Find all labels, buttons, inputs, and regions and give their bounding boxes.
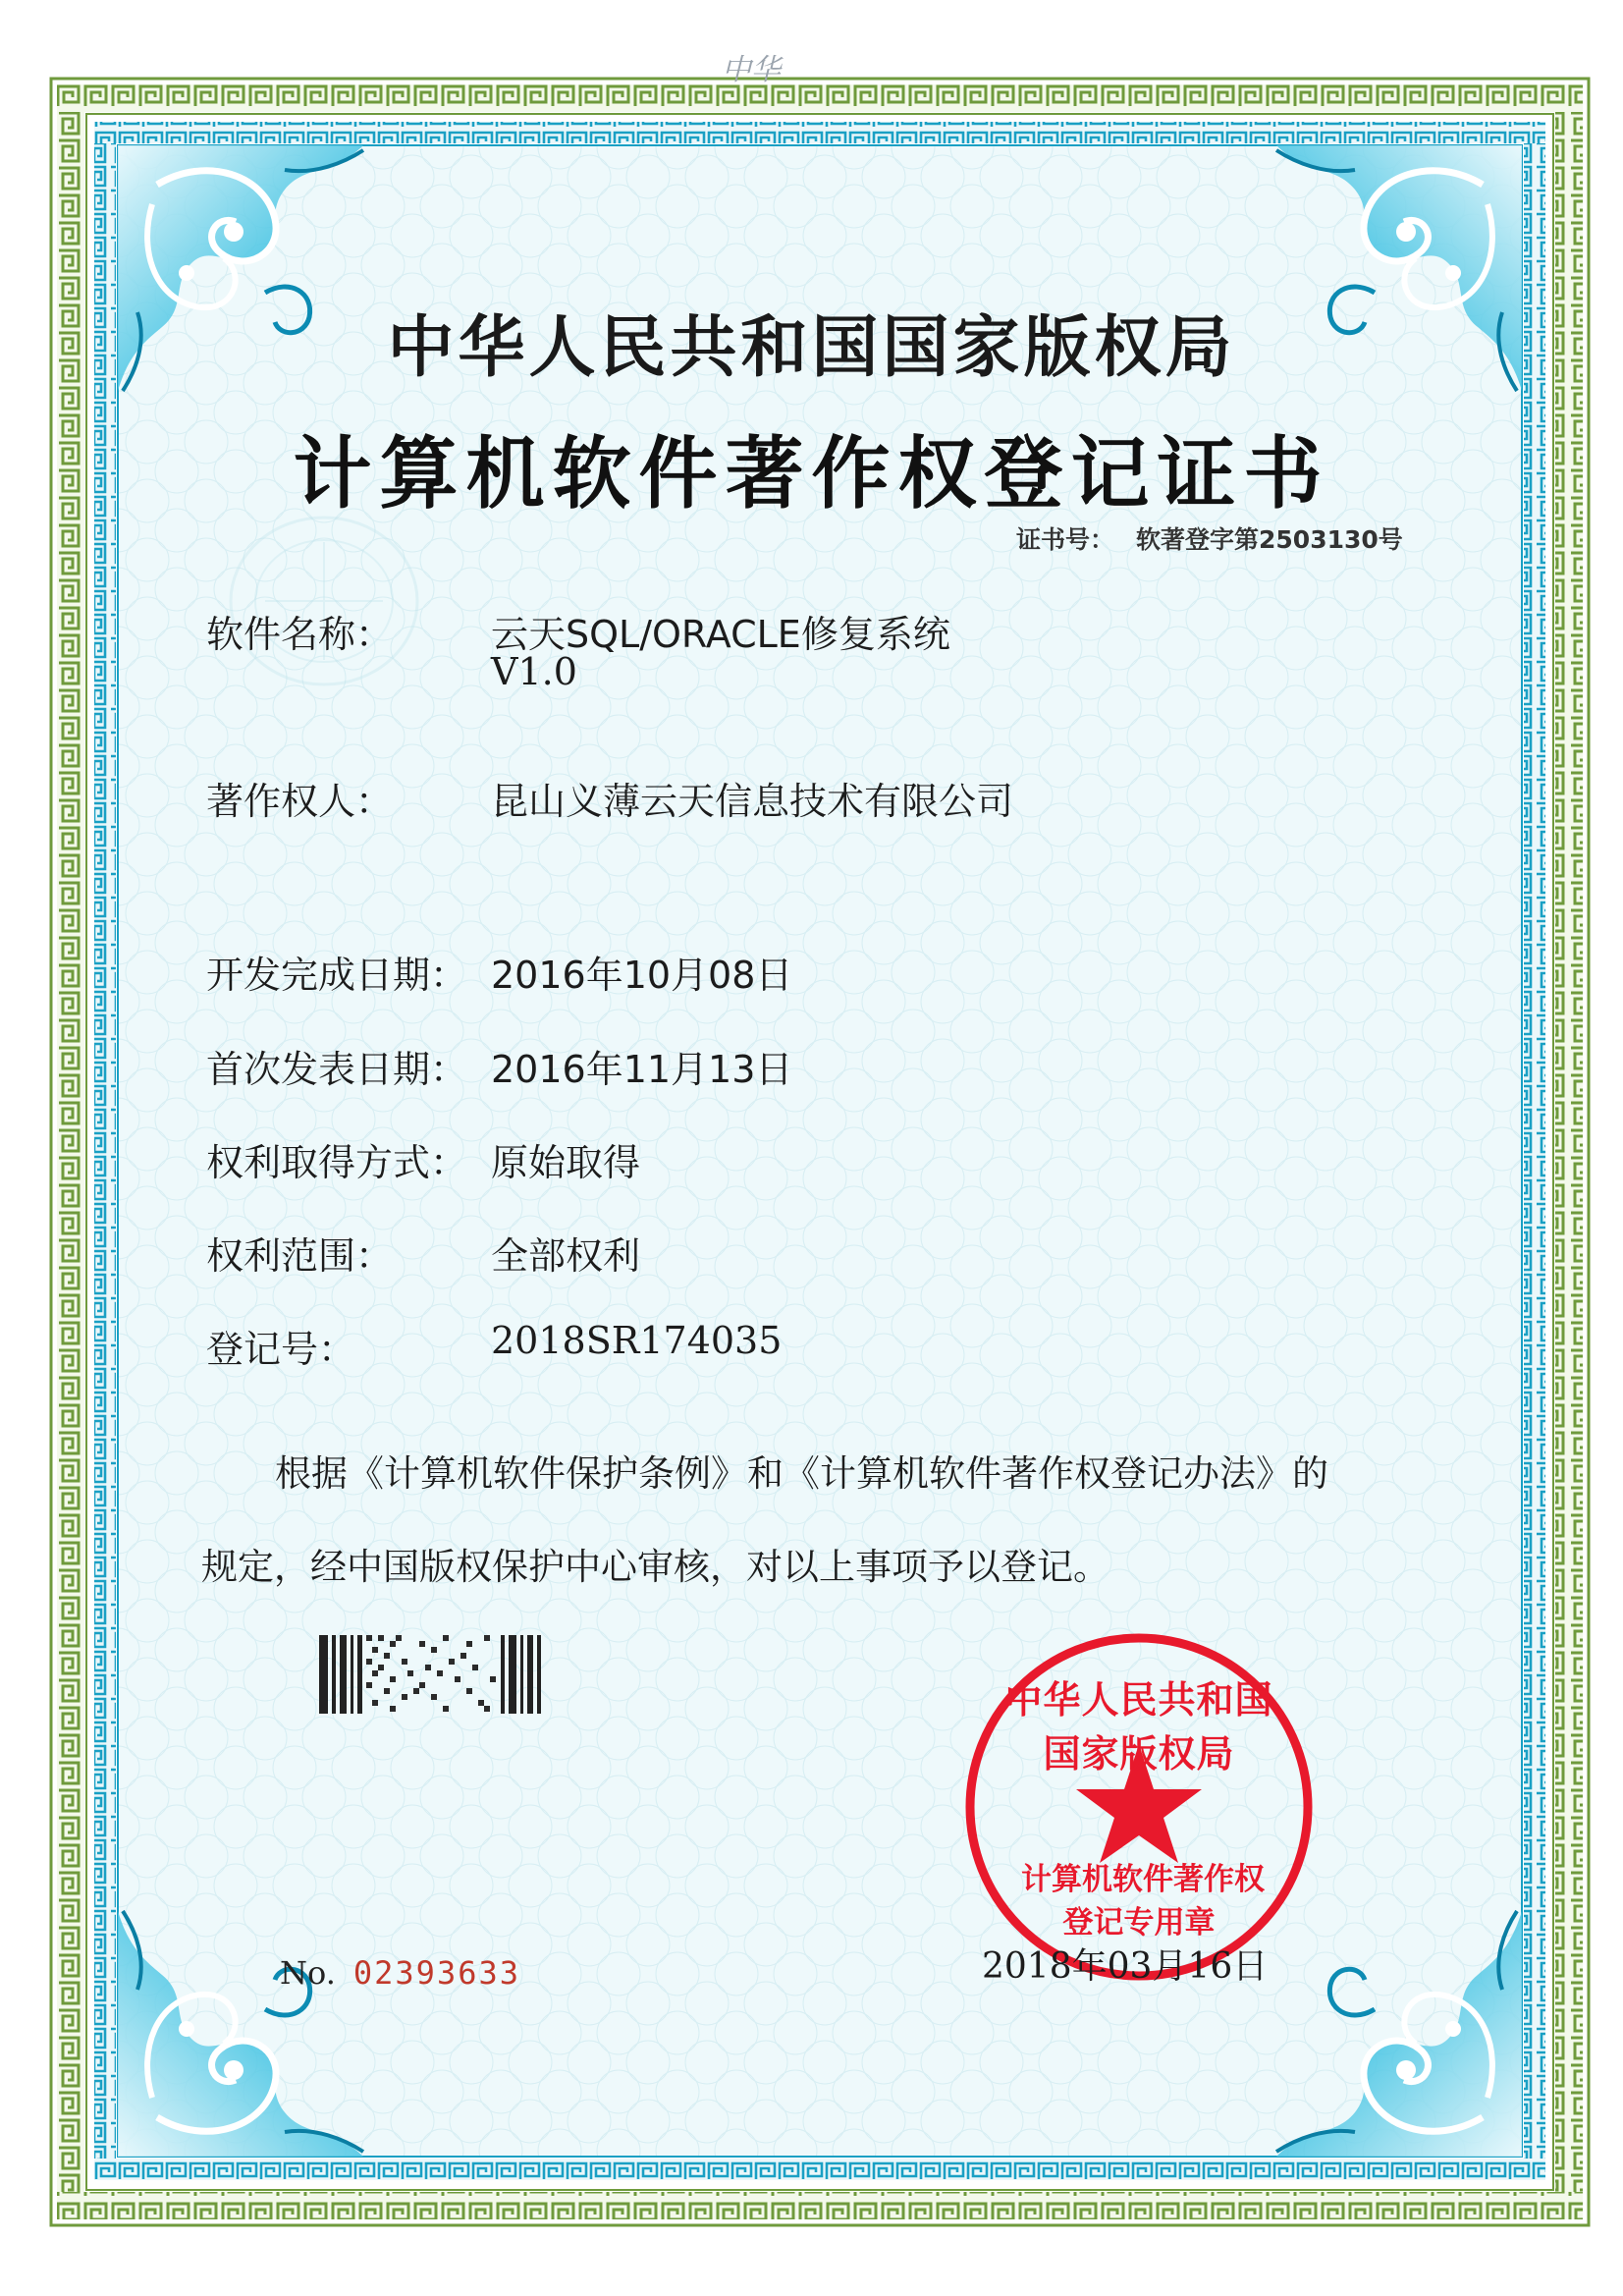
certificate-number-value: 软著登字第2503130号	[1136, 525, 1403, 554]
rights-scope-value: 全部权利	[491, 1234, 641, 1278]
rights-acquisition-label: 权利取得方式：	[206, 1141, 468, 1184]
dev-complete-date-value: 2016年10月08日	[491, 954, 793, 997]
first-publish-date-value: 2016年11月13日	[491, 1048, 793, 1091]
registration-number-value: 2018SR174035	[491, 1319, 783, 1362]
serial-value: 02393633	[352, 1954, 520, 1992]
issue-date: 2018年03月16日	[982, 1946, 1269, 1987]
first-publish-date-label: 首次发表日期：	[206, 1048, 468, 1091]
seal-inner-line-1: 计算机软件著作权	[1021, 1862, 1265, 1897]
serial-prefix: No.	[280, 1954, 336, 1992]
copyright-owner-value: 昆山义薄云天信息技术有限公司	[491, 780, 1014, 823]
rights-acquisition-value: 原始取得	[491, 1141, 641, 1184]
statement-line-2: 规定，经中国版权保护中心审核，对以上事项予以登记。	[201, 1546, 1109, 1588]
copyright-owner-label: 著作权人：	[206, 780, 394, 823]
seal-inner-line-2: 登记专用章	[1062, 1905, 1216, 1941]
software-name-label: 软件名称：	[206, 613, 394, 656]
serial-number	[280, 1954, 520, 1992]
certificate-title: 计算机软件著作权登记证书	[293, 428, 1330, 519]
certificate-number	[1016, 520, 1403, 556]
dev-complete-date-label: 开发完成日期：	[206, 954, 468, 997]
rights-scope-label: 权利范围：	[206, 1234, 394, 1278]
handwritten-note: 中华	[722, 53, 781, 87]
software-name-value: 云天SQL/ORACLE修复系统	[491, 613, 950, 656]
registration-number-label: 登记号：	[206, 1328, 356, 1371]
certificate-number-label: 证书号：	[1016, 525, 1115, 554]
statement-line-1: 根据《计算机软件保护条例》和《计算机软件著作权登记办法》的	[275, 1452, 1328, 1495]
issuer-title: 中华人民共和国国家版权局	[387, 309, 1236, 387]
software-version-value: V1.0	[491, 650, 577, 693]
seal-outer-text: 中华人民共和国国家版权局	[1004, 1678, 1273, 1776]
